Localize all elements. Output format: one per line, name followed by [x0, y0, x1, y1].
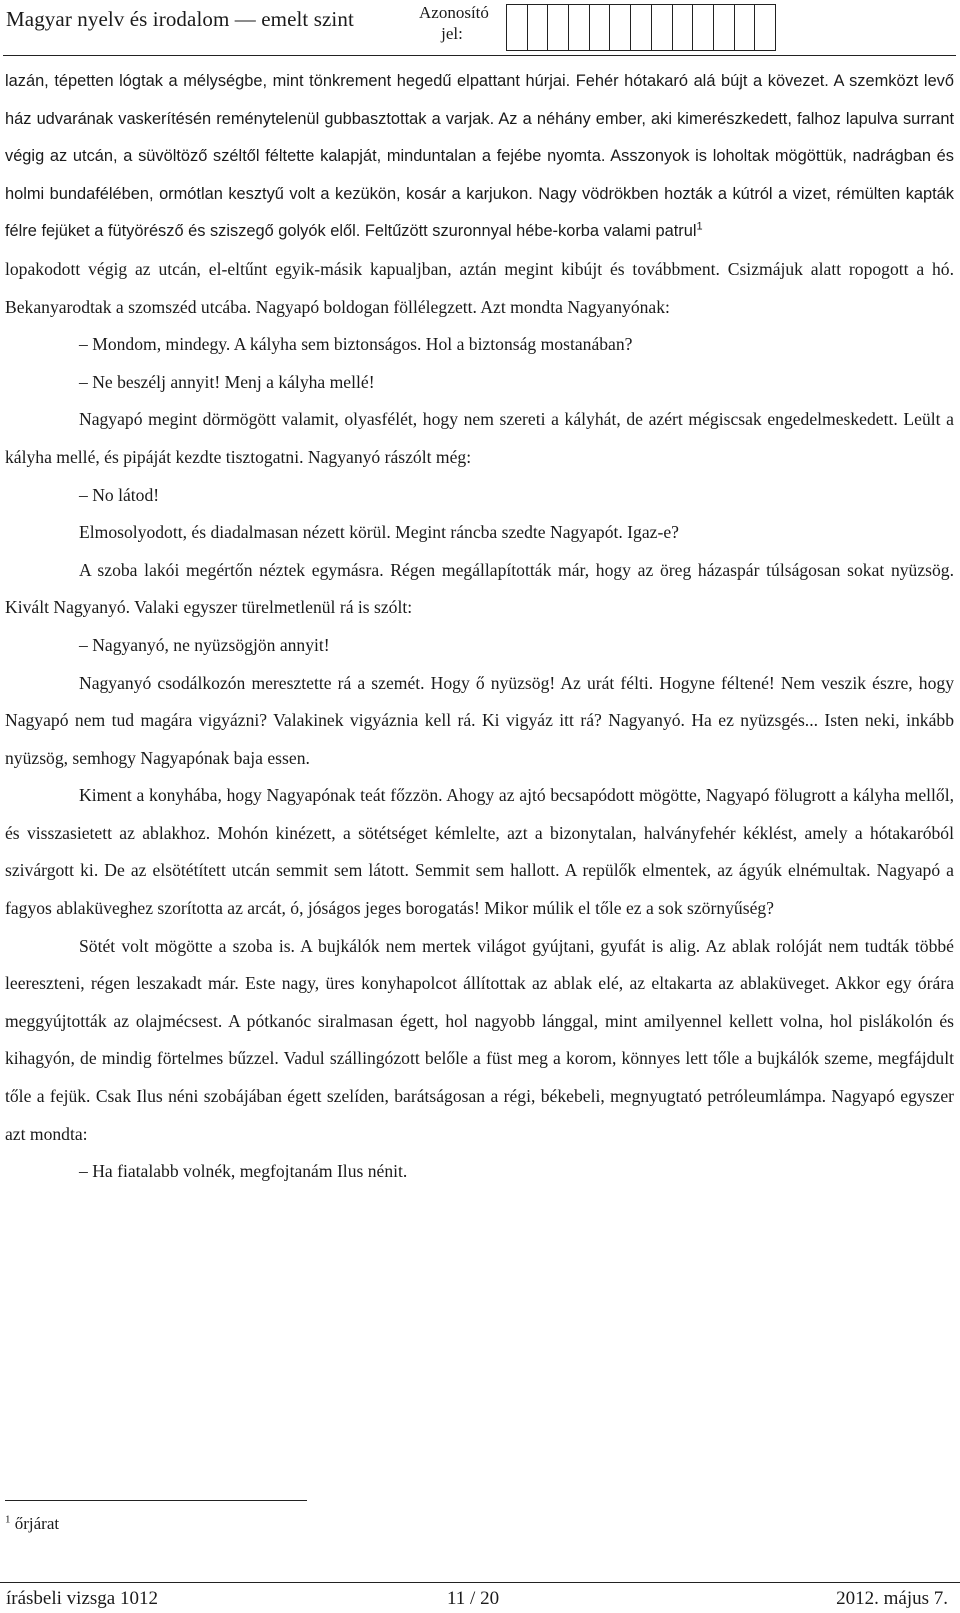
id-code-boxes[interactable]: [506, 4, 776, 51]
paragraph-5: A szoba lakói megértőn néztek egymásra. Régen megállapították már, hogy az öreg házaspár túlságosan sokat nyüzsög. Kivált Nagyanyó. Valaki egyszer türelmetlenül rá is szólt:: [5, 559, 954, 618]
dialogue-line-1: – Mondom, mindegy. A kályha sem biztonságos. Hol a biztonság mostanában?: [79, 334, 633, 355]
id-code-box[interactable]: [610, 4, 631, 51]
page-footer: [0, 1582, 960, 1611]
id-code-box[interactable]: [652, 4, 673, 51]
footnote: [5, 1514, 59, 1534]
id-code-box[interactable]: [548, 4, 569, 51]
id-label: Azonosító jel:: [419, 3, 489, 43]
id-code-box[interactable]: [693, 4, 714, 51]
header-title: Magyar nyelv és irodalom — emelt szint: [6, 7, 354, 31]
id-code-box[interactable]: [673, 4, 694, 51]
paragraph-8: Sötét volt mögötte a szoba is. A bujkálók nem mertek világot gyújtani, gyufát is alig. Az ablak rolóját nem tudták többé leereszteni, régen leszakadt már. Este nagy, üres konyhapolcot állítottak az ablak elé, az eltakarta az ablaküveget. Akkor egy órára meggyújtották az olajmécsest. A pótkanóc siralmasan égett, hol nagyobb lánggal, mint amilyennel kellett volna, hol pislákolón és kihagyón, de mindig förtelmes bűzzel. Vadul szállingózott belőle a füst meg a korom, könnyes lett tőle a bujkálók szeme, megfájdult tőle a fejük. Csak Ilus néni szobájában égett szelíden, barátságosan a régi, békebeli, megnyugtató petróleumlámpa. Nagyapó egyszer azt mondta:: [5, 935, 954, 1144]
header-divider: [3, 55, 956, 56]
id-code-box[interactable]: [714, 4, 735, 51]
id-code-box[interactable]: [528, 4, 549, 51]
footer-date: 2012. május 7.: [836, 1588, 948, 1609]
paragraph-6: Nagyanyó csodálkozón meresztette rá a szemét. Hogy ő nyüzsög! Az urát félti. Hogyne féltené! Nem veszik észre, hogy Nagyapó nem tud magára vigyázni? Valakinek vigyáznia kell rá. Ki vigyáz itt rá? Nagyanyó. Ha ez nyüzsgés... Isten neki, inkább nyüzsög, semhogy Nagyapónak baja essen.: [5, 672, 954, 768]
paragraph-1: lazán, tépetten lógtak a mélységbe, mint tönkrement hegedű elpattant húrjai. Fehér hótakaró alá bújt a kövezet. A szemközt levő ház udvarának vaskerítésén reménytelenül gubbasztottak a varjak. Az a néhány ember, aki kimerészkedett, falhoz lapulva surrant végig az utcán, a süvöltöző széltől féltette kalapját, minduntalan a fejébe nyomta. Asszonyok is loholtak mögöttük, nadrágban és holmi bundafélében, ormótlan kesztyű volt a kezükön, kosár a karjukon. Nagy vödrökben hozták a kútról a vizet, rémülten kapták félre fejüket a fütyörésző és sziszegő golyók elől. Feltűzött szuronnyal hébe-korba valami patrul$^1$: [5, 72, 954, 241]
id-code-box[interactable]: [631, 4, 652, 51]
dialogue-line-3: – No látod!: [79, 484, 160, 505]
footer-page-number: 11 / 20: [447, 1588, 500, 1609]
footer-exam-label: írásbeli vizsga 1012: [6, 1588, 158, 1609]
id-code-box[interactable]: [755, 4, 776, 51]
id-code-box[interactable]: [507, 4, 528, 51]
page-header: [0, 0, 960, 52]
paragraph-7: Kiment a konyhába, hogy Nagyapónak teát főzzön. Ahogy az ajtó becsapódott mögötte, Nagyapó fölugrott a kályha mellől, és visszasietett az ablakhoz. Mohón kinézett, a sötétséget kémlelte, azt a bizonytalan, halványfehér kéklést, amely a hótakaróból szivárgott ki. De az elsötétített utcán semmit sem látott. Semmit sem hallott. A repülők elmentek, az ágyúk elnémultak. Nagyapó a fagyos ablaküveghez szorította az arcát, ó, jóságos jeges borogatás! Mikor múlik el tőle ez a sok szörnyűség?: [5, 785, 954, 919]
dialogue-line-4: – Nagyanyó, ne nyüzsögjön annyit!: [79, 634, 330, 655]
footnote-text: őrjárat: [14, 1514, 60, 1533]
id-code-box[interactable]: [735, 4, 756, 51]
paragraph-4: Elmosolyodott, és diadalmasan nézett körül. Megint ráncba szedte Nagyapót. Igaz-e?: [79, 522, 679, 543]
paragraph-2: lopakodott végig az utcán, el-eltűnt egyik-másik kapualjban, aztán megint kibújt és továbbment. Csizmájuk alatt ropogott a hó. Bekanyarodtak a szomszéd utcába. Nagyapó boldogan föllélegzett. Azt mondta Nagyanyónak:: [5, 258, 954, 317]
body-text: [5, 63, 954, 1191]
id-code-box[interactable]: [569, 4, 590, 51]
footnote-divider: [5, 1500, 307, 1501]
paragraph-3: Nagyapó megint dörmögött valamit, olyasfélét, hogy nem szereti a kályhát, de azért mégiscsak engedelmeskedett. Leült a kályha mellé, és pipáját kezdte tisztogatni. Nagyanyó rászólt még:: [5, 409, 954, 467]
dialogue-line-5: – Ha fiatalabb volnék, megfojtanám Ilus nénit.: [79, 1161, 408, 1182]
dialogue-line-2: – Ne beszélj annyit! Menj a kályha mellé!: [79, 371, 375, 392]
id-code-box[interactable]: [590, 4, 611, 51]
footnote-marker: 1: [5, 1513, 11, 1526]
footnote-reference: 1: [696, 220, 703, 233]
